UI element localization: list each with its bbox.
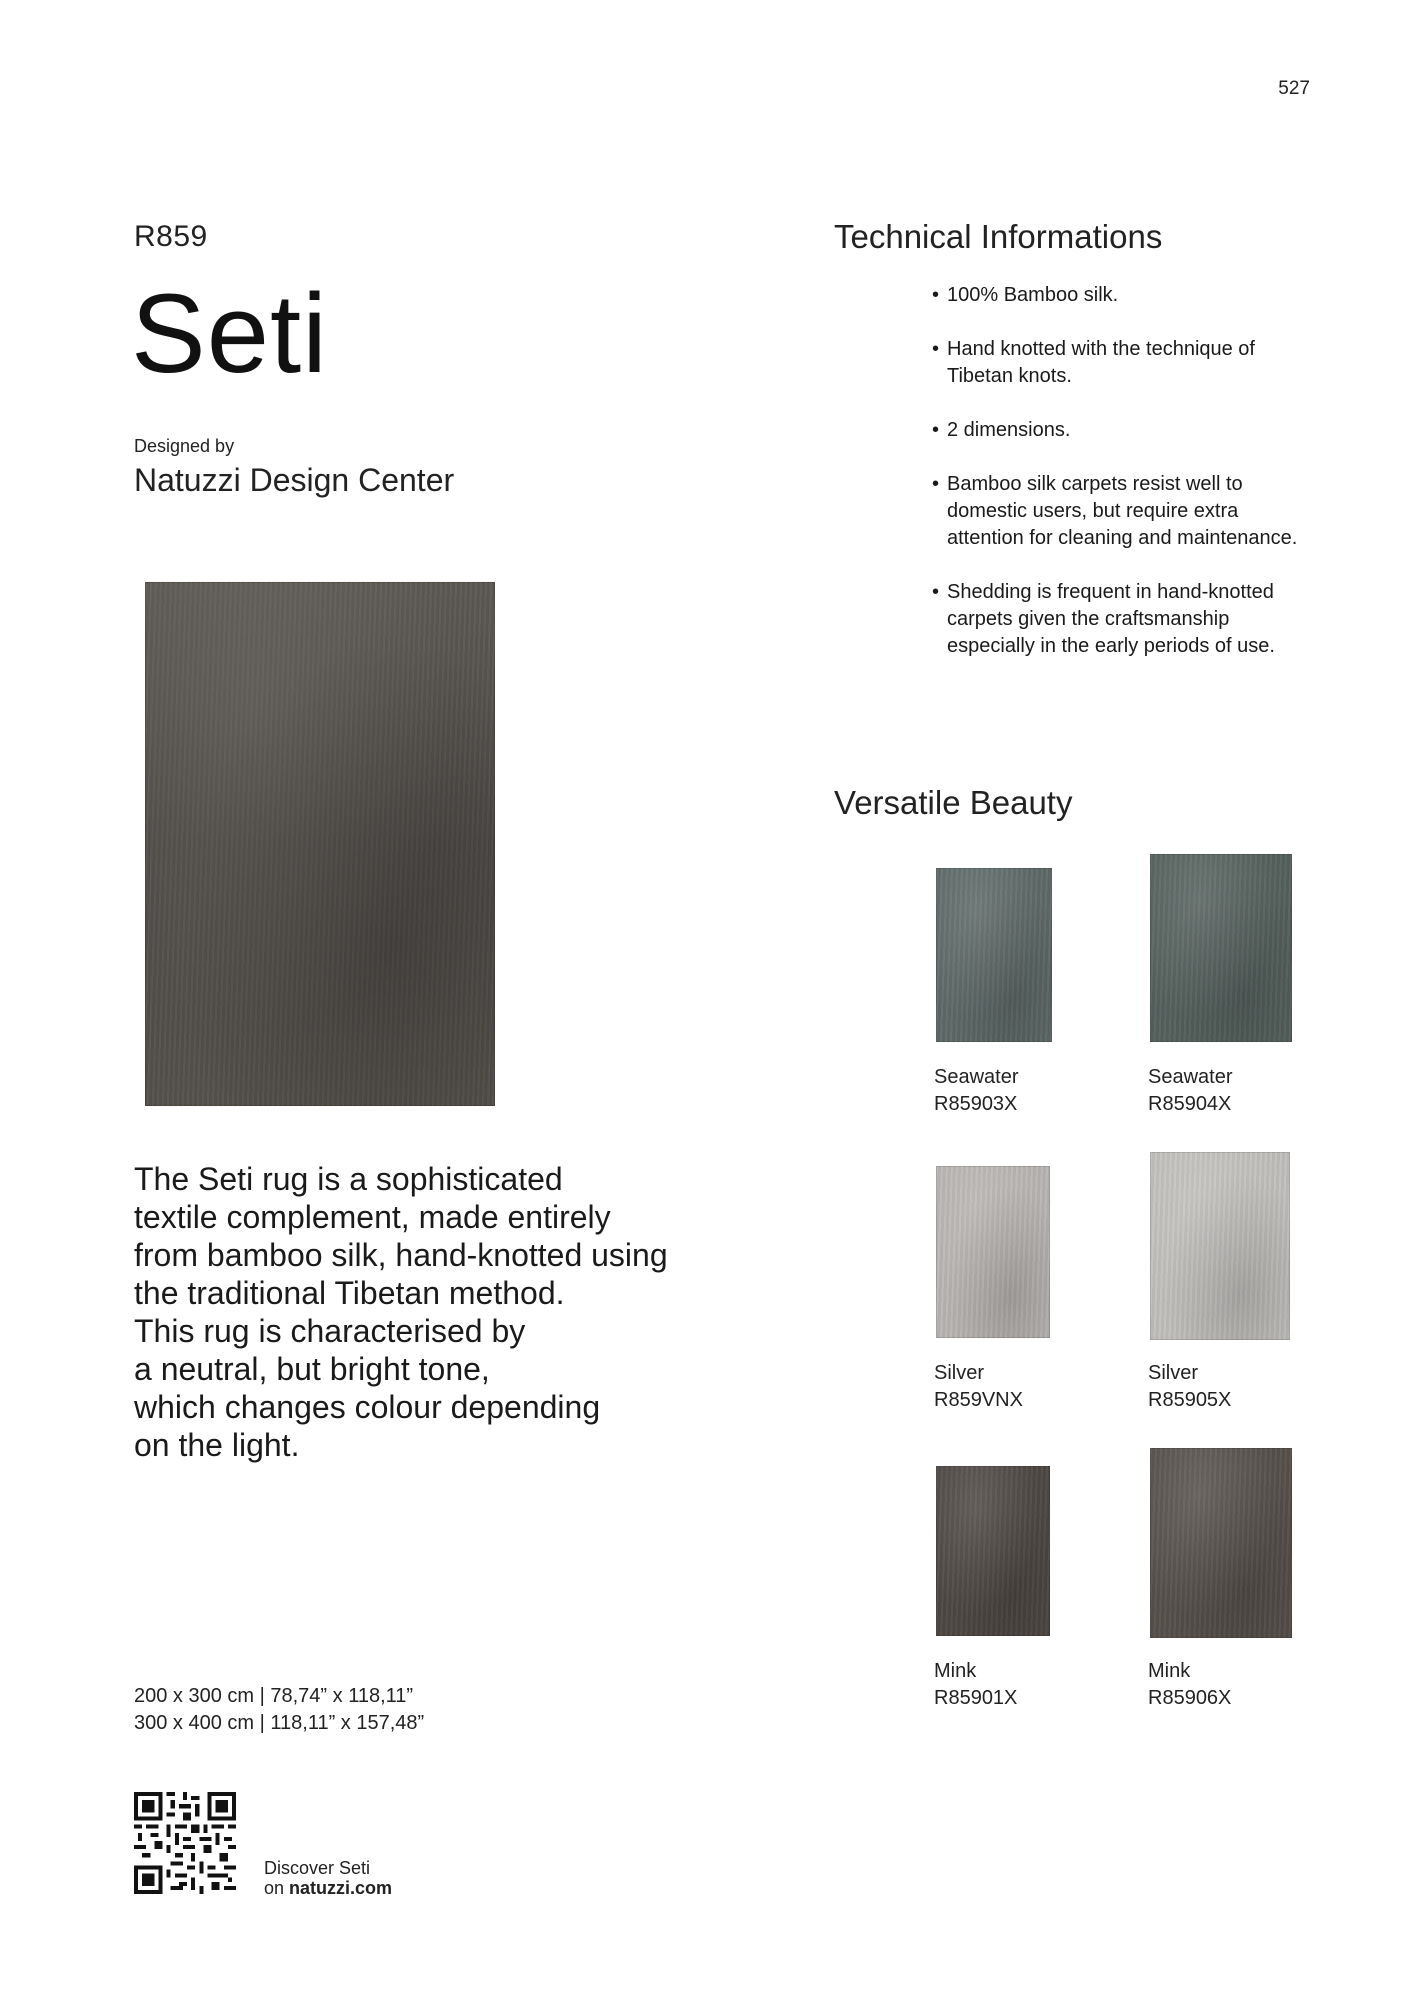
technical-item: • 2 dimensions. [932, 417, 1312, 444]
variant-code: R85903X [934, 1093, 1018, 1115]
technical-item: • Hand knotted with the technique of Tibetan knots. [932, 336, 1312, 390]
variant-code: R85901X [934, 1687, 1018, 1709]
dimension-item: 300 x 400 cm | 118,11” x 157,48” [134, 1712, 425, 1734]
variant-swatch [936, 868, 1052, 1042]
variant-swatch [1150, 1152, 1290, 1340]
technical-item: • Bamboo silk carpets resist well to domestic users, but require extra attention for cleaning and maintenance. [932, 471, 1312, 552]
website-link[interactable]: natuzzi.com [289, 1878, 393, 1898]
technical-heading: Technical Informations [834, 218, 1163, 255]
variant-swatch [1150, 854, 1292, 1042]
variant-name: Mink [1148, 1660, 1191, 1682]
qr-code-icon[interactable] [134, 1792, 236, 1894]
technical-item: • Shedding is frequent in hand-knotted carpets given the craftsmanship especially in the early periods of use. [932, 579, 1312, 660]
dimensions-list [134, 1683, 424, 1737]
designer-name: Natuzzi Design Center [134, 462, 455, 498]
page-number: 527 [1278, 78, 1310, 99]
product-title: Seti [131, 271, 328, 396]
variant-name: Seawater [1148, 1066, 1233, 1088]
variant-code: R859VNX [934, 1389, 1023, 1411]
variant-swatch [936, 1466, 1050, 1636]
variant-code: R85905X [1148, 1389, 1232, 1411]
variant-swatch [936, 1166, 1050, 1338]
variant-code: R85904X [1148, 1093, 1232, 1115]
discover-link[interactable] [264, 1858, 392, 1898]
discover-prefix: on [264, 1878, 290, 1898]
discover-site-line [264, 1878, 392, 1898]
technical-list [932, 282, 1312, 687]
variant-name: Silver [934, 1362, 985, 1384]
dimension-item: 200 x 300 cm | 78,74” x 118,11” [134, 1685, 414, 1707]
variant-code: R85906X [1148, 1687, 1232, 1709]
versatile-heading: Versatile Beauty [834, 784, 1073, 821]
variant-name: Silver [1148, 1362, 1199, 1384]
variant-name: Mink [934, 1660, 977, 1682]
designed-by-label: Designed by [134, 436, 235, 456]
product-code: R859 [134, 220, 208, 253]
discover-line: Discover Seti [264, 1858, 371, 1878]
variant-swatch [1150, 1448, 1292, 1638]
product-description: The Seti rug is a sophisticated textile complement, made entirely from bamboo silk, hand-knotted using the traditional Tibetan method. This rug is characterised by a neutral, but bright tone, which changes colour depending on the light. [134, 1161, 668, 1463]
technical-item: • 100% Bamboo silk. [932, 282, 1312, 309]
rug-product-image [145, 582, 495, 1106]
variant-name: Seawater [934, 1066, 1019, 1088]
